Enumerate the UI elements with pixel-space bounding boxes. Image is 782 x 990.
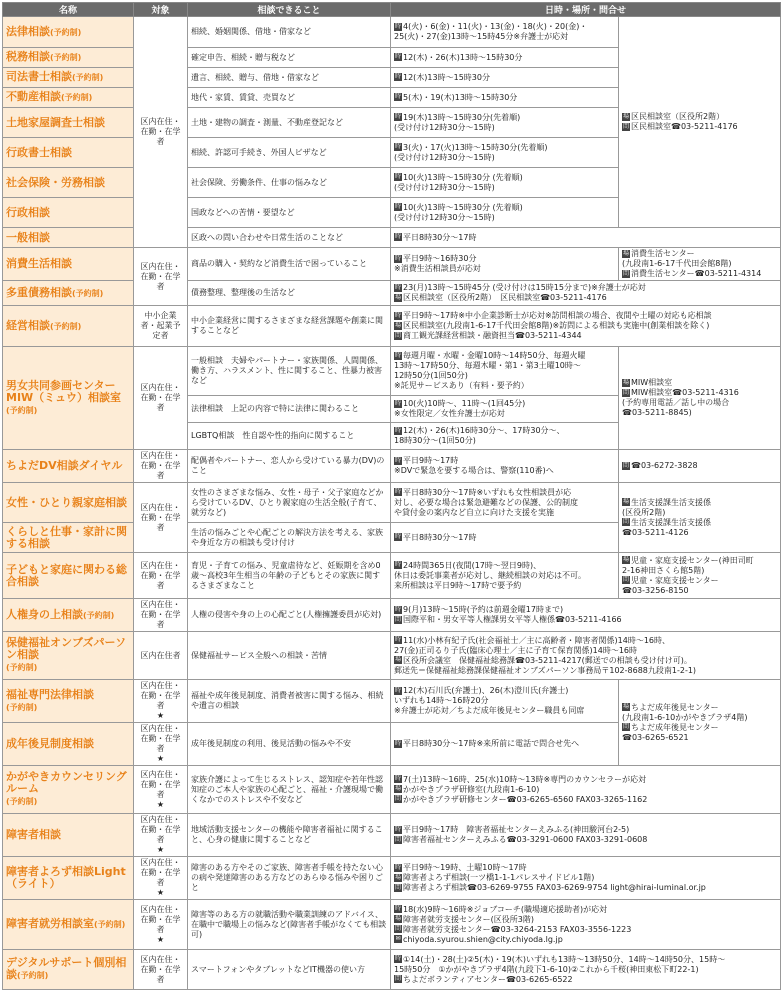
row-content: 中小企業経営に関するさまざまな経営課題や創業に関することなど bbox=[188, 306, 391, 347]
clock-icon: 時 bbox=[394, 863, 401, 871]
row-content: 遺言、相続、贈与、借地・借家など bbox=[188, 68, 391, 88]
row-name: 保健福祉オンブズパーソン相談 (予約制) bbox=[3, 632, 134, 680]
header-info: 日時・場所・問合せ bbox=[391, 3, 781, 17]
clock-icon: 時 bbox=[394, 533, 401, 540]
row-info: 時 平日9時〜17時※中小企業診断士が応対※訪問相談の場合、夜間や土曜の対応も応相談 場 区民相談室(九段南1-6-17千代田会館8階)※訪問による相談も実施中(創業相談を除く) 問 商工観光課経営相談・融資担当☎03-5211-4344 bbox=[391, 306, 781, 347]
table-row bbox=[3, 347, 781, 396]
row-content: 地代・家賃、賃貸、売買など bbox=[188, 88, 391, 108]
row-content: 家族介護によって生じるストレス、認知症や若年性認知症のご本人や家族の心配ごと、福祉・介護現場で働くなかでのストレスや不安など bbox=[188, 766, 391, 814]
table-row bbox=[3, 306, 781, 347]
row-content: 相続、婚姻関係、借地・借家など bbox=[188, 17, 391, 48]
header-content: 相談できること bbox=[188, 3, 391, 17]
row-info: 時 18(水)9時〜16時※ジョブコーチ(職場適応援助者)が応対 場 障害者就労支援センター(区役所3階) 問 障害者就労支援センター☎03-3264-2153 FAX03-3556-1223 ✉ chiyoda.syurou.shien@city.chiyoda.lg.jp bbox=[391, 900, 781, 950]
row-content: 障害等のある方の就職活動や職業訓練のアドバイス、在職中で職場上の悩みなど(障害者手帳がなくても相談可) bbox=[188, 900, 391, 950]
phone-icon: 問 bbox=[622, 576, 629, 583]
clock-icon: 時 bbox=[394, 605, 401, 613]
row-location: 場 消費生活センター (九段南1-6-17千代田会館8階) 問 消費生活センター☎03-5211-4314 bbox=[619, 248, 781, 281]
row-content: 保健福祉サービス全般への相談・苦情 bbox=[188, 632, 391, 680]
row-name: 男女共同参画センターMIW（ミュウ）相談室(予約制) bbox=[3, 347, 134, 450]
phone-icon: 問 bbox=[394, 883, 401, 891]
row-content: 法律相談 上記の内容で特に法律に関わること bbox=[188, 396, 391, 423]
row-name: 女性・ひとり親家庭相談 bbox=[3, 483, 134, 523]
row-name: 税務相談(予約制) bbox=[3, 48, 134, 68]
row-target: 区内在住・在勤・在学者 ★ bbox=[134, 857, 188, 900]
place-icon: 場 bbox=[622, 249, 629, 257]
consultation-table bbox=[2, 2, 781, 990]
clock-icon: 時 bbox=[394, 311, 401, 319]
table-row bbox=[3, 814, 781, 857]
row-target: 区内在住・在勤・在学者 bbox=[134, 450, 188, 483]
phone-icon: 問 bbox=[394, 925, 401, 932]
row-info: 時 平日8時30分〜17時※いずれも女性相談員が応 対し、必要な場合は緊急避難などの保護、公的制度 や貸付金の案内など自立に向けた支援を実施 bbox=[391, 483, 619, 523]
phone-icon: 問 bbox=[622, 122, 629, 130]
row-name: 行政相談 bbox=[3, 198, 134, 228]
row-info: 時 9(月)13時〜15時(予約は前週金曜17時まで) 問 国際平和・男女平等人権課男女平等人権係☎03-5211-4166 bbox=[391, 599, 781, 632]
row-name: 子どもと家庭に関わる総合相談 bbox=[3, 553, 134, 599]
row-info: 時 19(木)13時〜15時30分(先着順) (受け付け12時30分〜15時) bbox=[391, 108, 619, 138]
row-content: LGBTQ相談 性自認や性的指向に関すること bbox=[188, 423, 391, 450]
clock-icon: 時 bbox=[394, 955, 401, 962]
row-target: 区内在住・在勤・在学者 bbox=[134, 347, 188, 450]
row-name: 社会保険・労務相談 bbox=[3, 168, 134, 198]
row-content: 福祉や成年後見制度、消費者被害に関する悩み、相続や遺言の相談 bbox=[188, 680, 391, 723]
phone-icon: 問 bbox=[394, 835, 401, 843]
row-target: 区内在住・在勤・在学者 bbox=[134, 17, 188, 248]
row-location: 場 MIW相談室 問 MIW相談室☎03-5211-4316 (予約専用電話／話し中の場合 ☎03-5211-8845) bbox=[619, 347, 781, 450]
row-name: 経営相談(予約制) bbox=[3, 306, 134, 347]
mail-icon: ✉ bbox=[395, 935, 401, 942]
row-name: 多重債務相談(予約制) bbox=[3, 281, 134, 306]
row-target: 区内在住・在勤・在学者 ★ bbox=[134, 900, 188, 950]
clock-icon: 時 bbox=[394, 351, 401, 359]
row-info: 時 平日8時30分〜17時 bbox=[391, 523, 619, 553]
phone-icon: 問 bbox=[622, 518, 629, 525]
clock-icon: 時 bbox=[394, 203, 401, 210]
row-location: 場 ちよだ成年後見センター (九段南1-6-10かがやきプラザ4階) 問 ちよだ成年後見センター ☎03-6265-6521 bbox=[619, 680, 781, 766]
row-content: 土地・建物の調査・測量、不動産登記など bbox=[188, 108, 391, 138]
header-target: 対象 bbox=[134, 3, 188, 17]
clock-icon: 時 bbox=[394, 426, 401, 434]
row-content: 女性のさまざまな悩み、女性・母子・父子家庭などから受けているDV、ひとり親家庭の生活全般(子育て、就労など) bbox=[188, 483, 391, 523]
row-info: 時 7(土)13時〜16時、25(水)10時〜13時※専門のカウンセラーが応対 場 かがやきプラザ研修室(九段南1-6-10) 問 かがやきプラザ研修センター☎03-6265-6560 FAX03-3265-1162 bbox=[391, 766, 781, 814]
row-info: 時 平日8時30分〜17時 bbox=[391, 228, 781, 248]
row-name: 法律相談(予約制) bbox=[3, 17, 134, 48]
row-info: 時 12(木)石川氏(弁護士)、26(木)澄川氏(弁護士) いずれも14時〜16時20分 ※弁護士が応対／ちよだ成年後見センター職員も同席 bbox=[391, 680, 619, 723]
table-row bbox=[3, 483, 781, 523]
row-target: 区内在住者 bbox=[134, 632, 188, 680]
phone-icon: 問 bbox=[622, 461, 629, 469]
row-content: 債務整理、整理後の生活など bbox=[188, 281, 391, 306]
row-content: 相続、許認可手続き、外国人ビザなど bbox=[188, 138, 391, 168]
row-content: 配偶者やパートナー、恋人から受けている暴力(DV)のこと bbox=[188, 450, 391, 483]
row-target: 区内在住・在勤・在学者 bbox=[134, 248, 188, 306]
table-row bbox=[3, 900, 781, 950]
star-icon: ★ bbox=[156, 799, 165, 809]
clock-icon: 時 bbox=[394, 173, 401, 180]
table-row bbox=[3, 599, 781, 632]
header-name: 名称 bbox=[3, 3, 134, 17]
place-icon: 場 bbox=[394, 873, 401, 881]
row-content: 地域活動支援センターの機能や障害者福祉に関すること、心身の健康に関することなど bbox=[188, 814, 391, 857]
clock-icon: 時 bbox=[394, 399, 401, 407]
row-target: 区内在住・在勤・在学者 bbox=[134, 599, 188, 632]
table-row bbox=[3, 248, 781, 281]
star-icon: ★ bbox=[156, 845, 165, 854]
row-info: 時 10(火)13時〜15時30分 (先着順) (受け付け12時30分〜15時) bbox=[391, 198, 619, 228]
row-name: 障害者よろず相談Light（ライト） bbox=[3, 857, 134, 900]
row-name: 障害者就労相談室(予約制) bbox=[3, 900, 134, 950]
row-content: 育児・子育ての悩み、児童虐待など、妊娠期を含め0歳〜高校3年生相当の年齢の子どもとその家族に関するさまざまなこと bbox=[188, 553, 391, 599]
place-icon: 場 bbox=[622, 498, 629, 505]
row-name: 司法書士相談(予約制) bbox=[3, 68, 134, 88]
clock-icon: 時 bbox=[394, 636, 401, 643]
table-row bbox=[3, 17, 781, 48]
table-row bbox=[3, 766, 781, 814]
row-info: 時 10(火)10時〜、11時〜(1回45分) ※女性限定／女性弁護士が応対 bbox=[391, 396, 619, 423]
table-row bbox=[3, 632, 781, 680]
row-content: 社会保険、労働条件、仕事の悩みなど bbox=[188, 168, 391, 198]
row-info: 時 平日9時〜16時30分 ※消費生活相談員が応対 bbox=[391, 248, 619, 281]
row-info: 時 10(火)13時〜15時30分 (先着順) (受け付け12時30分〜15時) bbox=[391, 168, 619, 198]
table-row bbox=[3, 228, 781, 248]
clock-icon: 時 bbox=[394, 53, 401, 60]
row-target: 区内在住・在勤・在学者 ★ bbox=[134, 680, 188, 723]
row-info: 時 平日9時〜17時 障害者福祉センターえみふる(神田駿河台2-5) 問 障害者福祉センターえみふる☎03-3291-0600 FAX03-3291-0608 bbox=[391, 814, 781, 857]
place-icon: 場 bbox=[622, 703, 629, 710]
row-target: 中小企業者・起業予定者 bbox=[134, 306, 188, 347]
phone-icon: 問 bbox=[622, 388, 629, 396]
row-info: 時 12(木)・26(木)16時30分〜、17時30分〜、 18時30分〜(1回50分) bbox=[391, 423, 619, 450]
row-content: 人権の侵害や身の上の心配ごと(人権擁護委員が応対) bbox=[188, 599, 391, 632]
row-location: 場 生活支援課生活支援係 (区役所2階) 問 生活支援課生活支援係 ☎03-5211-4126 bbox=[619, 483, 781, 553]
row-content: 区政への問い合わせや日常生活のことなど bbox=[188, 228, 391, 248]
row-info: 時 毎週月曜・水曜・金曜10時〜14時50分、毎週火曜 13時〜17時50分、毎週木曜・第1・第3土曜10時〜 12時50分(1回50分) ※託児サービスあり（有料・要予約） bbox=[391, 347, 619, 396]
phone-icon: 問 bbox=[394, 795, 401, 802]
row-info: 時 ①14(土)・28(土)②5(木)・19(木)いずれも13時〜13時50分、14時〜14時50分、15時〜 15時50分 ①かがやきプラザ4階(九段下1-6-10)②これから千桜(神田東松下町22-1) 問 ちよだボランティアセンター☎03-6265-6522 bbox=[391, 950, 781, 990]
place-icon: 場 bbox=[622, 378, 629, 386]
clock-icon: 時 bbox=[394, 825, 401, 833]
clock-icon: 時 bbox=[394, 233, 401, 240]
phone-icon: 問 bbox=[622, 723, 629, 730]
place-icon: 場 bbox=[394, 915, 401, 922]
table-row bbox=[3, 857, 781, 900]
row-name: かがやきカウンセリングルーム (予約制) bbox=[3, 766, 134, 814]
star-icon: ★ bbox=[156, 888, 165, 897]
place-icon: 場 bbox=[622, 556, 629, 563]
clock-icon: 時 bbox=[394, 143, 401, 150]
row-info: 時 24時間365日(夜間(17時〜翌日9時)、 休日は委託事業者が応対し、継続相談の対応は不可。 来所相談は平日9時〜17時で要予約 bbox=[391, 553, 619, 599]
row-name: 土地家屋調査士相談 bbox=[3, 108, 134, 138]
row-name: 行政書士相談 bbox=[3, 138, 134, 168]
row-content: スマートフォンやタブレットなどIT機器の使い方 bbox=[188, 950, 391, 990]
row-target: 区内在住・在勤・在学者 bbox=[134, 553, 188, 599]
row-content: 国政などへの苦情・要望など bbox=[188, 198, 391, 228]
header-row bbox=[3, 3, 781, 17]
row-target: 区内在住・在勤・在学者 bbox=[134, 950, 188, 990]
row-name: 一般相談 bbox=[3, 228, 134, 248]
row-info: 時 5(木)・19(木)13時〜15時30分 bbox=[391, 88, 619, 108]
place-icon: 場 bbox=[394, 293, 401, 301]
clock-icon: 時 bbox=[394, 739, 401, 747]
row-info: 時 平日8時30分〜17時※来所前に電話で問合せ先へ bbox=[391, 723, 619, 766]
place-icon: 場 bbox=[394, 656, 401, 663]
row-name: デジタルサポート個別相談(予約制) bbox=[3, 950, 134, 990]
clock-icon: 時 bbox=[394, 254, 401, 262]
row-info: 時 12(木)13時〜15時30分 bbox=[391, 68, 619, 88]
row-name: ちよだDV相談ダイヤル bbox=[3, 450, 134, 483]
place-icon: 場 bbox=[394, 785, 401, 792]
table-row bbox=[3, 450, 781, 483]
clock-icon: 時 bbox=[394, 93, 401, 100]
row-info: 時 平日9時〜19時、土曜10時〜17時 場 障害者よろず相談(一ツ橋1-1-1パレスサイドビル1階) 問 障害者よろず相談☎03-6269-9755 FAX03-6269-9754 light@hirai-luminal.or.jp bbox=[391, 857, 781, 900]
row-info: 時 12(木)・26(木)13時〜15時30分 bbox=[391, 48, 619, 68]
star-icon: ★ bbox=[156, 934, 165, 944]
clock-icon: 時 bbox=[394, 73, 401, 80]
phone-icon: 問 bbox=[394, 331, 401, 339]
clock-icon: 時 bbox=[394, 775, 401, 782]
clock-icon: 時 bbox=[394, 905, 401, 912]
phone-icon: 問 bbox=[394, 975, 401, 982]
row-name: 不動産相談(予約制) bbox=[3, 88, 134, 108]
row-info: 時 11(水)小林有紀子氏(社会福祉士／主に高齢者・障害者関係)14時〜16時、 27(金)正司るり子氏(臨床心理士／主に子育て保育関係)14時〜16時 場 区役所会議室 保健福祉総務課☎03-5211-4217(郵送での相談も受け付け可)。 郵送先＝保健福祉総務課保健福祉オンブズパーソン事務局〒102-8688九段南1-2-1) bbox=[391, 632, 781, 680]
row-name: 成年後見制度相談 bbox=[3, 723, 134, 766]
clock-icon: 時 bbox=[394, 456, 401, 464]
row-content: 商品の購入・契約など消費生活で困っていること bbox=[188, 248, 391, 281]
star-icon: ★ bbox=[156, 711, 165, 720]
table-row bbox=[3, 553, 781, 599]
clock-icon: 時 bbox=[394, 113, 401, 120]
row-name: 障害者相談 bbox=[3, 814, 134, 857]
row-info: 時 23(月)13時〜15時45分 (受け付けは15時15分まで)※弁護士が応対 場 区民相談室（区役所2階） 区民相談室☎03-5211-4176 bbox=[391, 281, 781, 306]
row-info: 時 平日9時〜17時 ※DVで緊急を要する場合は、警察(110番)へ bbox=[391, 450, 619, 483]
row-target: 区内在住・在勤・在学者 ★ bbox=[134, 766, 188, 814]
row-content: 確定申告、相続・贈与税など bbox=[188, 48, 391, 68]
place-icon: 場 bbox=[394, 321, 401, 329]
table-row bbox=[3, 281, 781, 306]
row-content: 障害のある方やそのご家族、障害者手帳を持たない心の病や発達障害のある方などのあらゆる悩みや困りごと bbox=[188, 857, 391, 900]
row-name: 人権身の上相談(予約制) bbox=[3, 599, 134, 632]
row-content: 一般相談 夫婦やパートナー・家族関係、人間関係、働き方、ハラスメント、性に関すること、性暴力被害など bbox=[188, 347, 391, 396]
row-name: 福祉専門法律相談 (予約制) bbox=[3, 680, 134, 723]
clock-icon: 時 bbox=[394, 561, 401, 568]
place-icon: 場 bbox=[622, 112, 629, 120]
row-info: 時 3(火)・17(火)13時〜15時30分(先着順) (受け付け12時30分〜15時) bbox=[391, 138, 619, 168]
row-target: 区内在住・在勤・在学者 ★ bbox=[134, 723, 188, 766]
clock-icon: 時 bbox=[394, 686, 401, 694]
clock-icon: 時 bbox=[394, 22, 401, 30]
table-row bbox=[3, 950, 781, 990]
row-location: 問 ☎03-6272-3828 bbox=[619, 450, 781, 483]
clock-icon: 時 bbox=[394, 283, 401, 291]
star-icon: ★ bbox=[156, 754, 165, 763]
clock-icon: 時 bbox=[394, 488, 401, 495]
row-target: 区内在住・在勤・在学者 ★ bbox=[134, 814, 188, 857]
row-target: 区内在住・在勤・在学者 bbox=[134, 483, 188, 553]
row-location: 場 区民相談室（区役所2階） 問 区民相談室☎03-5211-4176 bbox=[619, 17, 781, 228]
row-location: 場 児童・家庭支援センター(神田司町 2-16神田さくら館5階) 問 児童・家庭支援センター ☎03-3256-8150 bbox=[619, 553, 781, 599]
table-row bbox=[3, 680, 781, 723]
row-info: 時 4(火)・6(金)・11(火)・13(金)・18(火)・20(金)・ 25(火)・27(金)13時〜15時45分※弁護士が応対 bbox=[391, 17, 619, 48]
phone-icon: 問 bbox=[622, 269, 629, 277]
row-name: くらしと仕事・家計に関する相談 bbox=[3, 523, 134, 553]
row-content: 成年後見制度の利用、後見活動の悩みや不安 bbox=[188, 723, 391, 766]
row-name: 消費生活相談 bbox=[3, 248, 134, 281]
row-content: 生活の悩みごとや心配ごとの解決方法を考える、家族や身近な方の相談も受け付け bbox=[188, 523, 391, 553]
phone-icon: 問 bbox=[394, 615, 401, 623]
